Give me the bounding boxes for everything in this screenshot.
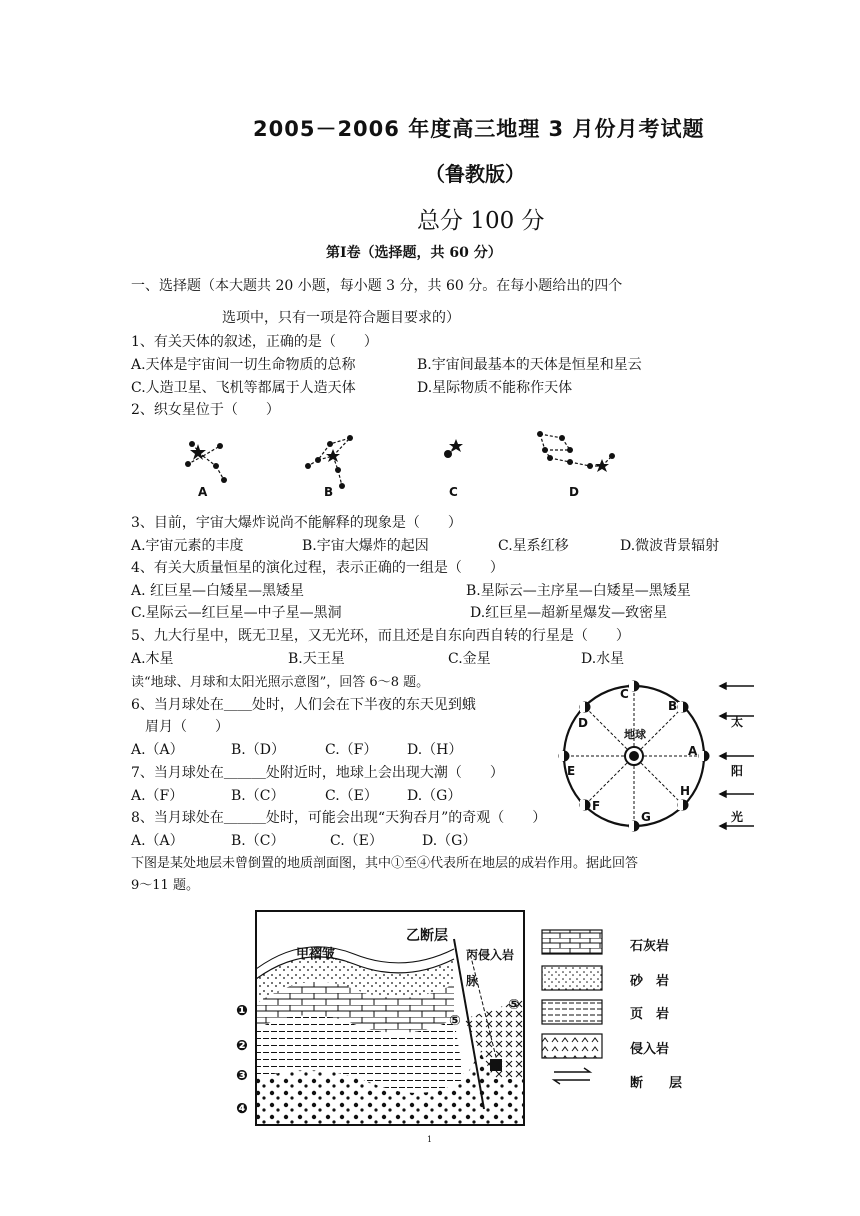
q8-option-b: B.（C） xyxy=(231,833,285,849)
legend-sandstone-swatch xyxy=(542,966,602,990)
q1-stem: 1、有关天体的叙述，正确的是（ ） xyxy=(131,334,378,350)
moon-position-f: F xyxy=(592,799,601,813)
q7-option-d: D.（G） xyxy=(407,788,462,804)
constellation-label-b: B xyxy=(324,485,334,499)
legend-fault-label: 断 层 xyxy=(630,1076,683,1091)
fault-arrows-icon xyxy=(554,1068,590,1084)
legend-shale-label: 页 岩 xyxy=(630,1007,670,1022)
q7-stem: 7、当月球处在＿＿＿处附近时，地球上会出现大潮（ ） xyxy=(131,765,504,781)
q3-option-c: C.星系红移 xyxy=(498,538,569,554)
q4-option-b: B.星际云—主序星—白矮星—黑矮星 xyxy=(466,583,691,599)
reading-prompt-9-11-line-2: 9～11 题。 xyxy=(131,878,199,893)
page-number: 1 xyxy=(427,1135,433,1144)
moon-position-b: B xyxy=(668,699,678,713)
q5-stem: 5、九大行星中，既无卫星，又无光环，而且还是自东向西自转的行星是（ ） xyxy=(131,628,630,644)
legend-intrusive-label: 侵入岩 xyxy=(630,1042,670,1057)
q6-option-d: D.（H） xyxy=(407,742,463,758)
moon-position-g: G xyxy=(641,810,651,824)
layer-mark-3: ❸ xyxy=(236,1068,248,1084)
q4-option-a: A. 红巨星—白矮星—黑矮星 xyxy=(131,583,305,599)
q8-option-d: D.（G） xyxy=(422,833,477,849)
q1-option-b: B.宇宙间最基本的天体是恒星和星云 xyxy=(417,357,642,373)
layer-mark-4: ❹ xyxy=(236,1101,248,1117)
instructions-line-2: 选项中，只有一项是符合题目要求的） xyxy=(222,310,460,326)
q3-stem: 3、目前，宇宙大爆炸说尚不能解释的现象是（ ） xyxy=(131,515,462,531)
q7-option-a: A.（F） xyxy=(131,788,184,804)
moon-position-h: H xyxy=(680,784,691,798)
moon-position-d: D xyxy=(578,716,588,730)
fold-label: 甲褶皱 xyxy=(296,947,336,962)
sun-char-2: 阳 xyxy=(731,764,744,778)
total-score: 总分 100 分 xyxy=(417,208,545,234)
q2-stem: 2、织女星位于（ ） xyxy=(131,402,280,418)
q1-option-a: A.天体是宇宙间一切生命物质的总称 xyxy=(131,357,356,373)
q6-option-a: A.（A） xyxy=(131,742,184,758)
q8-stem: 8、当月球处在＿＿＿处时，可能会出现“天狗吞月”的奇观（ ） xyxy=(131,810,547,826)
circle-five-label-2: ⑤ xyxy=(508,997,520,1013)
exam-subtitle: （鲁教版） xyxy=(425,162,525,186)
legend-limestone-swatch xyxy=(542,930,602,954)
legend-sandstone-label: 砂 岩 xyxy=(630,974,670,989)
section-title: 第Ⅰ卷（选择题，共 60 分） xyxy=(326,245,502,261)
q8-option-a: A.（A） xyxy=(131,833,184,849)
sun-char-3: 光 xyxy=(731,810,744,824)
intrusion-label-line-1: 丙侵入岩 xyxy=(466,948,515,962)
q5-option-b: B.天王星 xyxy=(288,651,345,667)
circle-five-label-1: ⑤ xyxy=(449,1013,461,1029)
q8-option-c: C.（E） xyxy=(330,833,383,849)
moon-phase-diagram xyxy=(548,676,758,836)
moon-position-c: C xyxy=(620,687,629,701)
constellation-label-a: A xyxy=(198,485,208,499)
legend-shale-swatch xyxy=(542,1000,602,1024)
intrusion-label-line-2: 脉 xyxy=(466,974,479,988)
reading-prompt-9-11-line-1: 下图是某处地层未曾倒置的地质剖面图，其中①至④代表所在地层的成岩作用。据此回答 xyxy=(131,856,639,871)
q3-option-d: D.微波背景辐射 xyxy=(620,538,720,554)
legend-limestone-label: 石灰岩 xyxy=(630,939,670,954)
legend-swatches xyxy=(540,928,606,1088)
sun-char-1: 太 xyxy=(731,715,744,729)
q4-option-d: D.红巨星—超新星爆发—致密星 xyxy=(470,605,668,621)
q6-option-c: C.（F） xyxy=(325,742,378,758)
constellation-figures xyxy=(170,424,630,502)
q1-option-c: C.人造卫星、飞机等都属于人造天体 xyxy=(131,380,356,396)
q6-stem-line-1: 6、当月球处在＿＿处时，人们会在下半夜的东天见到蛾 xyxy=(131,697,476,713)
geological-cross-section xyxy=(254,909,526,1127)
exam-title: 2005－2006 年度高三地理 3 月份月考试题 xyxy=(253,117,705,141)
q7-option-c: C.（E） xyxy=(325,788,378,804)
q5-option-c: C.金星 xyxy=(448,651,491,667)
layer-mark-2: ❷ xyxy=(236,1038,248,1054)
layer-mark-1: ❶ xyxy=(236,1003,248,1019)
moon-position-a: A xyxy=(688,744,698,758)
reading-prompt-6-8: 读“地球、月球和太阳光照示意图”，回答 6～8 题。 xyxy=(131,675,430,690)
moon-position-e: E xyxy=(567,764,576,778)
q4-option-c: C.星际云—红巨星—中子星—黑洞 xyxy=(131,605,342,621)
constellation-label-c: C xyxy=(449,485,458,499)
q7-option-b: B.（C） xyxy=(231,788,285,804)
instructions-line-1: 一、选择题（本大题共 20 小题，每小题 3 分，共 60 分。在每小题给出的四个 xyxy=(131,278,623,294)
q5-option-d: D.水星 xyxy=(581,651,625,667)
q3-option-a: A.宇宙元素的丰度 xyxy=(131,538,244,554)
fault-label: 乙断层 xyxy=(406,928,448,944)
q6-stem-line-2: 眉月（ ） xyxy=(145,719,229,735)
constellation-label-d: D xyxy=(569,485,579,499)
q3-option-b: B.宇宙大爆炸的起因 xyxy=(302,538,429,554)
q1-option-d: D.星际物质不能称作天体 xyxy=(417,380,573,396)
q4-stem: 4、有关大质量恒星的演化过程，表示正确的一组是（ ） xyxy=(131,560,504,576)
q6-option-b: B.（D） xyxy=(231,742,285,758)
legend-intrusive-swatch xyxy=(542,1034,602,1058)
earth-label: 地球 xyxy=(624,728,646,741)
q5-option-a: A.木星 xyxy=(131,651,174,667)
